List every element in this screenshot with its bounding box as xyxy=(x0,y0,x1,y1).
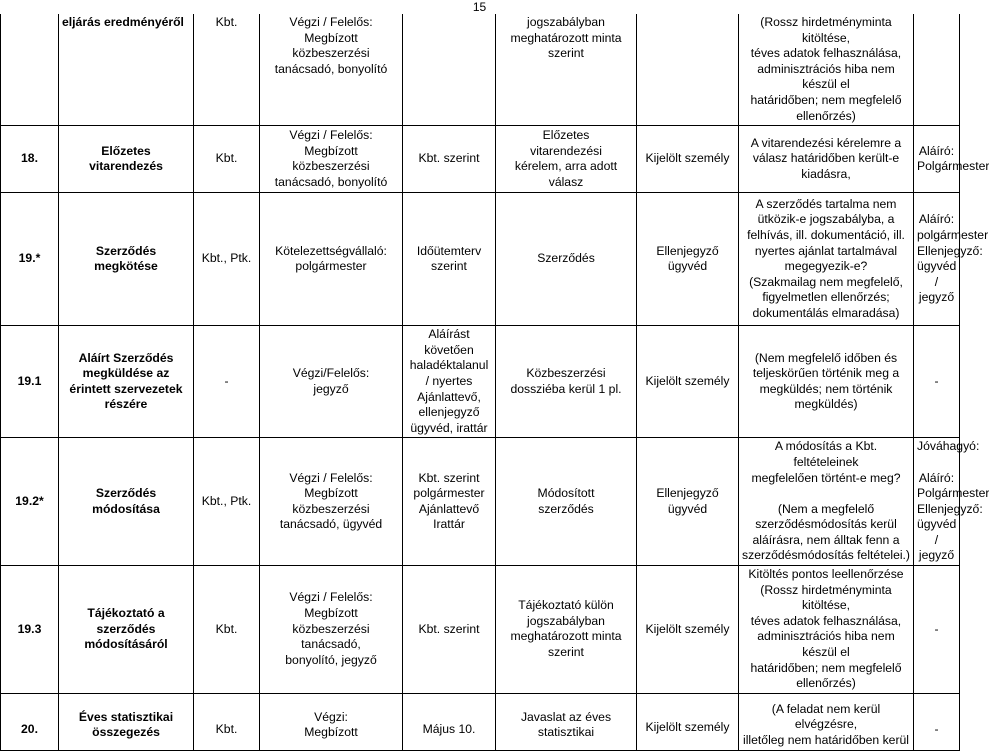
document-cell: Módosított szerződés xyxy=(496,438,637,566)
task-cell: Szerződés megkötése xyxy=(59,193,194,326)
deadline-cell: Aláírást követően haladéktalanul / nyertes Ajánlattevő, ellenjegyző ügyvéd, irattár xyxy=(403,326,496,438)
task-cell: Éves statisztikai összegezés xyxy=(59,693,194,750)
responsible-cell: Végzi/Felelős: jegyző xyxy=(260,326,403,438)
deadline-cell: Kbt. szerint xyxy=(403,126,496,193)
risk-cell: A módosítás a Kbt. feltételeinek megfelelően történt-e meg? (Nem a megfelelő szerződésmódosítás kerül aláírásra, nem álltak fenn a szerződésmódosítás feltételei.) xyxy=(739,438,914,566)
task-cell: Aláírt Szerződés megküldése az érintett szervezetek részére xyxy=(59,326,194,438)
step-number-cell: 19.3 xyxy=(1,566,59,694)
responsible-cell: Végzi / Felelős: Megbízott közbeszerzési tanácsadó, ügyvéd xyxy=(260,438,403,566)
controller-cell xyxy=(637,14,739,126)
law-cell: Kbt., Ptk. xyxy=(194,438,260,566)
responsible-cell: Végzi: Megbízott xyxy=(260,693,403,750)
table-row xyxy=(1,326,960,438)
law-cell: Kbt. xyxy=(194,693,260,750)
risk-cell: A szerződés tartalma nem ütközik-e jogszabályba, a felhívás, ill. dokumentáció, ill. nyertes ajánlat tartalmával megegyezik-e? (Szakmailag nem megfelelő, figyelmetlen ellenőrzés; dokumentálás elmaradása) xyxy=(739,193,914,326)
law-cell: - xyxy=(194,326,260,438)
document-cell: Előzetes vitarendezési kérelem, arra adott válasz xyxy=(496,126,637,193)
step-number-cell: 19.2* xyxy=(1,438,59,566)
step-number-cell: 20. xyxy=(1,693,59,750)
risk-cell: (A feladat nem kerül elvégzésre, illetőleg nem határidőben kerül xyxy=(739,693,914,750)
risk-cell: Kitöltés pontos leellenőrzése (Rossz hirdetményminta kitöltése, téves adatok felhasználása, adminisztrációs hiba nem készül el határidőben; nem megfelelő ellenőrzés) xyxy=(739,566,914,694)
controller-cell: Ellenjegyző ügyvéd xyxy=(637,438,739,566)
responsible-cell: Végzi / Felelős: Megbízott közbeszerzési tanácsadó, bonyolító xyxy=(260,14,403,126)
table-row xyxy=(1,126,960,193)
step-number-cell: 18. xyxy=(1,126,59,193)
controller-cell: Kijelölt személy xyxy=(637,566,739,694)
step-number-cell: 19.1 xyxy=(1,326,59,438)
controller-cell: Kijelölt személy xyxy=(637,126,739,193)
law-cell: Kbt. xyxy=(194,14,260,126)
approver-cell: Jóváhagyó: Aláíró: Polgármester Ellenjegyző: ügyvéd / jegyző xyxy=(914,438,960,566)
table-row xyxy=(1,438,960,566)
law-cell: Kbt. xyxy=(194,126,260,193)
table-row xyxy=(1,693,960,750)
responsible-cell: Végzi / Felelős: Megbízott közbeszerzési tanácsadó, bonyolító, jegyző xyxy=(260,566,403,694)
deadline-cell: Kbt. szerint xyxy=(403,566,496,694)
document-cell: Közbeszerzési dossziéba kerül 1 pl. xyxy=(496,326,637,438)
approver-cell: - xyxy=(914,693,960,750)
deadline-cell xyxy=(403,14,496,126)
task-cell: Előzetes vitarendezés xyxy=(59,126,194,193)
approver-cell: Aláíró: Polgármester xyxy=(914,126,960,193)
table-row xyxy=(1,193,960,326)
page-number: 15 xyxy=(472,0,487,14)
task-cell: Tájékoztató a szerződés módosításáról xyxy=(59,566,194,694)
task-cell: eljárás eredményéről xyxy=(59,14,194,126)
deadline-cell: Időütemterv szerint xyxy=(403,193,496,326)
law-cell: Kbt., Ptk. xyxy=(194,193,260,326)
step-number-cell xyxy=(1,14,59,126)
task-cell: Szerződés módosítása xyxy=(59,438,194,566)
risk-cell: A vitarendezési kérelemre a válasz határidőben került-e kiadásra, xyxy=(739,126,914,193)
deadline-cell: Május 10. xyxy=(403,693,496,750)
step-number-cell: 19.* xyxy=(1,193,59,326)
responsible-cell: Végzi / Felelős: Megbízott közbeszerzési tanácsadó, bonyolító xyxy=(260,126,403,193)
law-cell: Kbt. xyxy=(194,566,260,694)
document-cell: Tájékoztató külön jogszabályban meghatározott minta szerint xyxy=(496,566,637,694)
procurement-process-table xyxy=(0,14,989,751)
document-cell: Javaslat az éves statisztikai xyxy=(496,693,637,750)
controller-cell: Ellenjegyző ügyvéd xyxy=(637,193,739,326)
approver-cell: Aláíró: polgármester Ellenjegyző: ügyvéd / jegyző xyxy=(914,193,960,326)
approver-cell xyxy=(914,14,960,126)
controller-cell: Kijelölt személy xyxy=(637,693,739,750)
table-row xyxy=(1,566,960,694)
approver-cell: - xyxy=(914,566,960,694)
deadline-cell: Kbt. szerint polgármester Ajánlattevő Irattár xyxy=(403,438,496,566)
controller-cell: Kijelölt személy xyxy=(637,326,739,438)
risk-cell: (Rossz hirdetményminta kitöltése, téves adatok felhasználása, adminisztrációs hiba nem készül el határidőben; nem megfelelő ellenőrzés) xyxy=(739,14,914,126)
document-cell: jogszabályban meghatározott minta szerint xyxy=(496,14,637,126)
risk-cell: (Nem megfelelő időben és teljeskörűen történik meg a megküldés; nem történik megküldés) xyxy=(739,326,914,438)
approver-cell: - xyxy=(914,326,960,438)
table-row xyxy=(1,14,960,126)
document-cell: Szerződés xyxy=(496,193,637,326)
responsible-cell: Kötelezettségvállaló: polgármester xyxy=(260,193,403,326)
